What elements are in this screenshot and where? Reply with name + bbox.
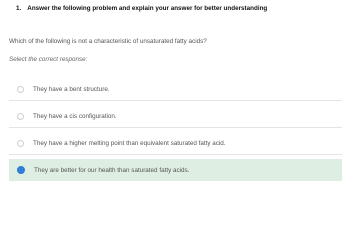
answer-option-label: They have a cis configuration. xyxy=(33,112,117,120)
radio-button[interactable] xyxy=(17,140,24,147)
problem-header xyxy=(16,5,267,12)
answer-option-label: They have a bent structure. xyxy=(33,85,110,93)
answer-option-label: They have a higher melting point than equivalent saturated fatty acid. xyxy=(33,139,226,147)
radio-button[interactable] xyxy=(17,86,24,93)
radio-button-selected[interactable] xyxy=(17,166,25,174)
answer-option-label: They are better for our health than saturated fatty acids. xyxy=(34,166,190,174)
answer-option-4[interactable] xyxy=(9,159,342,181)
answer-option-2[interactable] xyxy=(9,105,342,128)
problem-number: 1. xyxy=(16,5,22,12)
answer-options xyxy=(9,78,342,185)
problem-title: Answer the following problem and explain your answer for better understanding xyxy=(27,5,268,12)
select-instruction: Select the correct response: xyxy=(9,56,88,63)
answer-option-1[interactable] xyxy=(9,78,342,101)
question-text: Which of the following is not a characteristic of unsaturated fatty acids? xyxy=(9,38,207,45)
radio-button[interactable] xyxy=(17,113,24,120)
answer-option-3[interactable] xyxy=(9,132,342,155)
